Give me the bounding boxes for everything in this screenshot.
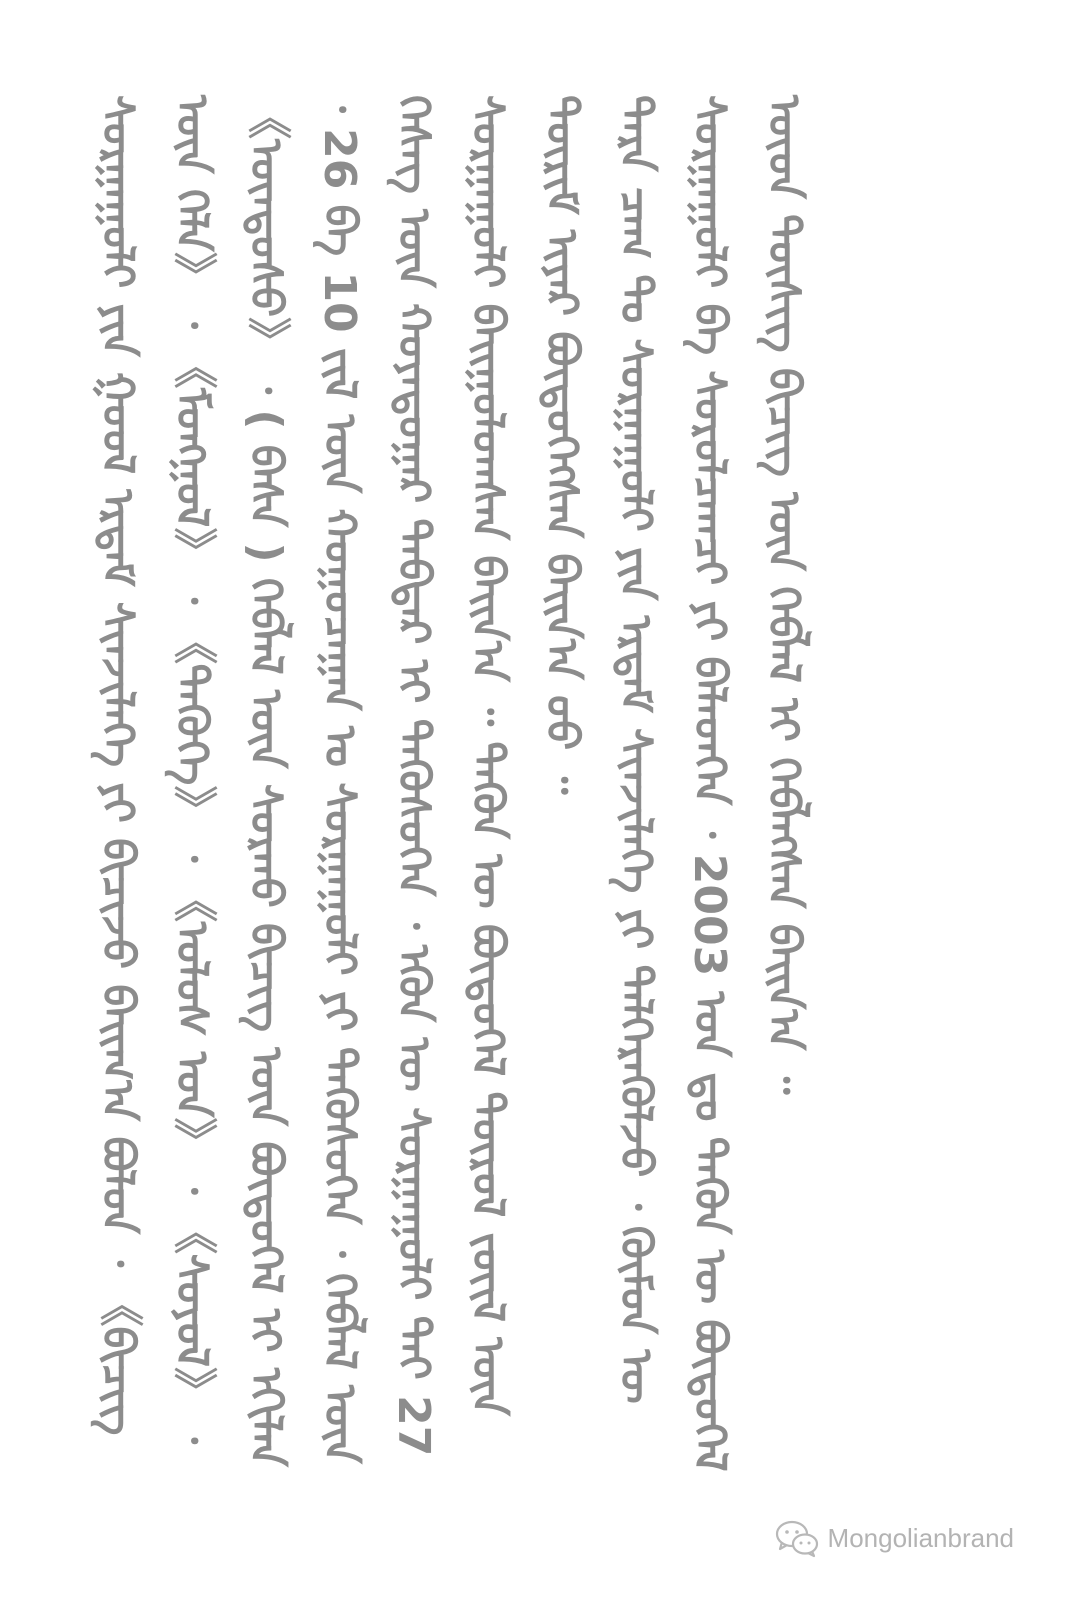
paragraph-2: ᠲᠡᠷᠡ ᠴᠠᠭ ᠲᠤ ᠰᠤᠷᠭᠠᠭᠤᠯᠢ ᠶᠢᠨ ᠡᠷᠳᠡᠮ ᠰᠢᠨᠵᠢᠯᠡᠭᠡ ᠶᠢ ᠳᠡᠯᠭᠡᠷᠡᠭᠦᠯᠵᠦ ᠂ ᠬᠦᠮᠦᠨ ᠦ ᠰᠤᠷᠭᠠᠭᠤᠯᠢ ᠪᠠ ᠰᠤᠷᠤᠯᠴᠠᠭᠴᠢ ᠶᠢ ᠪᠡᠯᠡᠳᠬᠡᠨ ᠂ 2003 ᠣᠨ ᠳᠤ ᠲᠡᠭᠦᠨ ᠦ ᠪᠦᠲᠦᠭᠡᠯ ᠦᠳ ᠲᠦᠰᠢᠭ ᠪᠢᠴᠢᠭ ᠦᠨ ᠬᠡᠪᠯᠡᠯ ᠢ ᠬᠡᠪᠯᠡᠭᠰᠡᠨ ᠪᠠᠢ᠌ᠨ᠎ᠠ ᠃ [610, 95, 809, 1472]
watermark-text: Mongolianbrand [827, 1522, 1014, 1553]
paragraph-1: ᠰᠤᠷᠭᠠᠭᠤᠯᠢ ᠶᠢᠨ ᠭᠤᠤᠯ ᠡᠷᠳᠡᠮ ᠰᠢᠨᠵᠢᠯᠡᠭᠡ ᠶᠢ ᠪᠢᠴᠢᠵᠦ ᠪᠠᠢ᠌ᠭ᠎ᠠ ᠪᠣᠯᠣᠨ ᠂ 《ᠪᠢᠴᠢᠭ ᠦᠨ ᠬᠡᠯᠡ》 ᠂ 《ᠮᠣᠩᠭᠣᠯ》 ᠂ 《ᠲᠡᠭᠦᠬᠡ》 ᠂ 《ᠤᠯᠤᠰ ᠤᠨ》 ᠂ 《ᠰᠣᠶᠣᠯ》 ᠂ 《ᠦᠨᠳᠦᠰᠦ》 ᠂ ( ᠪᠠᠰᠠ ) ᠬᠡᠪᠯᠡᠯ ᠦᠨ ᠰᠤᠷᠬᠤ ᠪᠢᠴᠢᠭ ᠦᠨ ᠪᠦᠲᠦᠭᠡᠯ ᠢ ᠡᠬᠢᠯᠡᠨ ᠂ 26 ᠪᠠ 10 ᠵᠢᠯ ᠦᠨ ᠬᠤᠭᠤᠴᠠᠭᠠᠨ ᠤ ᠰᠤᠷᠭᠠᠭᠤᠯᠢ ᠶᠢ ᠲᠡᠭᠦᠰᠦᠭᠡᠨ ᠂ ᠬᠡᠪᠯᠡᠯ ᠦᠨ ᠬᠡᠰᠡᠭ ᠦᠨ ᠬᠣᠶᠠᠳᠤᠭᠠᠷ ᠳᠡᠪᠲᠡᠷ ᠢ ᠲᠡᠭᠦᠰᠦᠭᠡᠨ ᠂ ᠡᠭᠦᠨ ᠦ ᠰᠤᠷᠭᠠᠭᠤᠯᠢ ᠲᠠᠢ 27 ᠰᠤᠷᠭᠠᠭᠤᠯᠢ ᠪᠠᠢ᠌ᠭᠤᠯᠤᠭᠰᠠᠨ ᠪᠠᠢ᠌ᠨ᠎ᠠ ᠃ ᠲᠡᠭᠦᠨ ᠦ ᠪᠦᠲᠦᠭᠡᠯ ᠲᠦᠷᠦᠯ ᠵᠦᠢᠯ ᠦᠨ ᠳᠦᠷᠢᠮ ᠢᠶᠠᠷ ᠪᠦᠲᠦᠭᠡᠭᠰᠡᠨ ᠪᠠᠢ᠌ᠨ᠎ᠠ ᠦᠦ ᠃ [92, 95, 587, 1467]
mongolian-article-text [80, 95, 1020, 1475]
wechat-icon [774, 1518, 820, 1558]
watermark [774, 1516, 1014, 1560]
